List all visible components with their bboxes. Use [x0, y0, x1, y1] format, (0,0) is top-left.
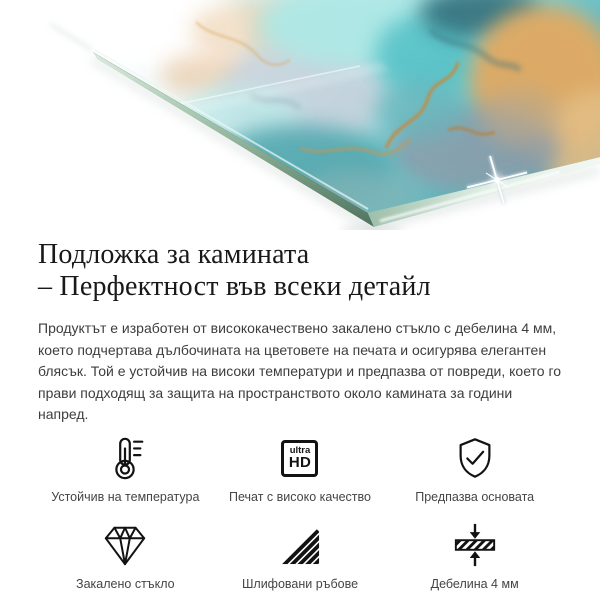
- ultra-hd-text-top: ultra: [289, 445, 311, 456]
- feature-label: Предпазва основата: [415, 489, 535, 504]
- feature-polished-edges: [213, 522, 388, 591]
- features-grid: [38, 435, 562, 591]
- feature-temperature: [38, 435, 213, 504]
- page-title-line1: Подложка за камината: [38, 239, 310, 270]
- page-title: [38, 239, 562, 303]
- diamond-icon: [102, 522, 148, 569]
- polished-edges-icon: [277, 522, 323, 569]
- feature-label: Дебелина 4 мм: [430, 576, 519, 591]
- product-description: Продуктът е изработен от висококачествено закалено стъкло с дебелина 4 мм, което подчертава дълбочината на цветовете на печата и осигурява елегантен блясък. Той е устойчив на високи температури и предпазва от повреди, което го прави подходящ за защита на пространството около камината за години напред.: [38, 320, 562, 422]
- edge-reflection: [50, 24, 92, 50]
- feature-print-quality: [213, 435, 388, 504]
- shield-check-icon: [452, 435, 498, 482]
- thermometer-icon: [102, 435, 148, 482]
- ultra-hd-icon: [281, 435, 318, 482]
- hero-section: [0, 0, 600, 230]
- page-title-line2: – Перфектност във всеки детайл: [38, 271, 431, 302]
- ultra-hd-text-bottom: HD: [288, 454, 312, 471]
- thickness-4mm-icon: [452, 522, 498, 569]
- feature-label: Шлифовани ръбове: [241, 576, 359, 591]
- feature-protects-base: [387, 435, 562, 504]
- feature-thickness: [387, 522, 562, 591]
- glass-panel-image: [0, 0, 600, 230]
- feature-label: Закалено стъкло: [76, 576, 175, 591]
- feature-label: Устойчив на температура: [51, 489, 200, 504]
- feature-tempered-glass: [38, 522, 213, 591]
- text-section: [0, 239, 600, 591]
- feature-label: Печат с високо качество: [229, 489, 371, 504]
